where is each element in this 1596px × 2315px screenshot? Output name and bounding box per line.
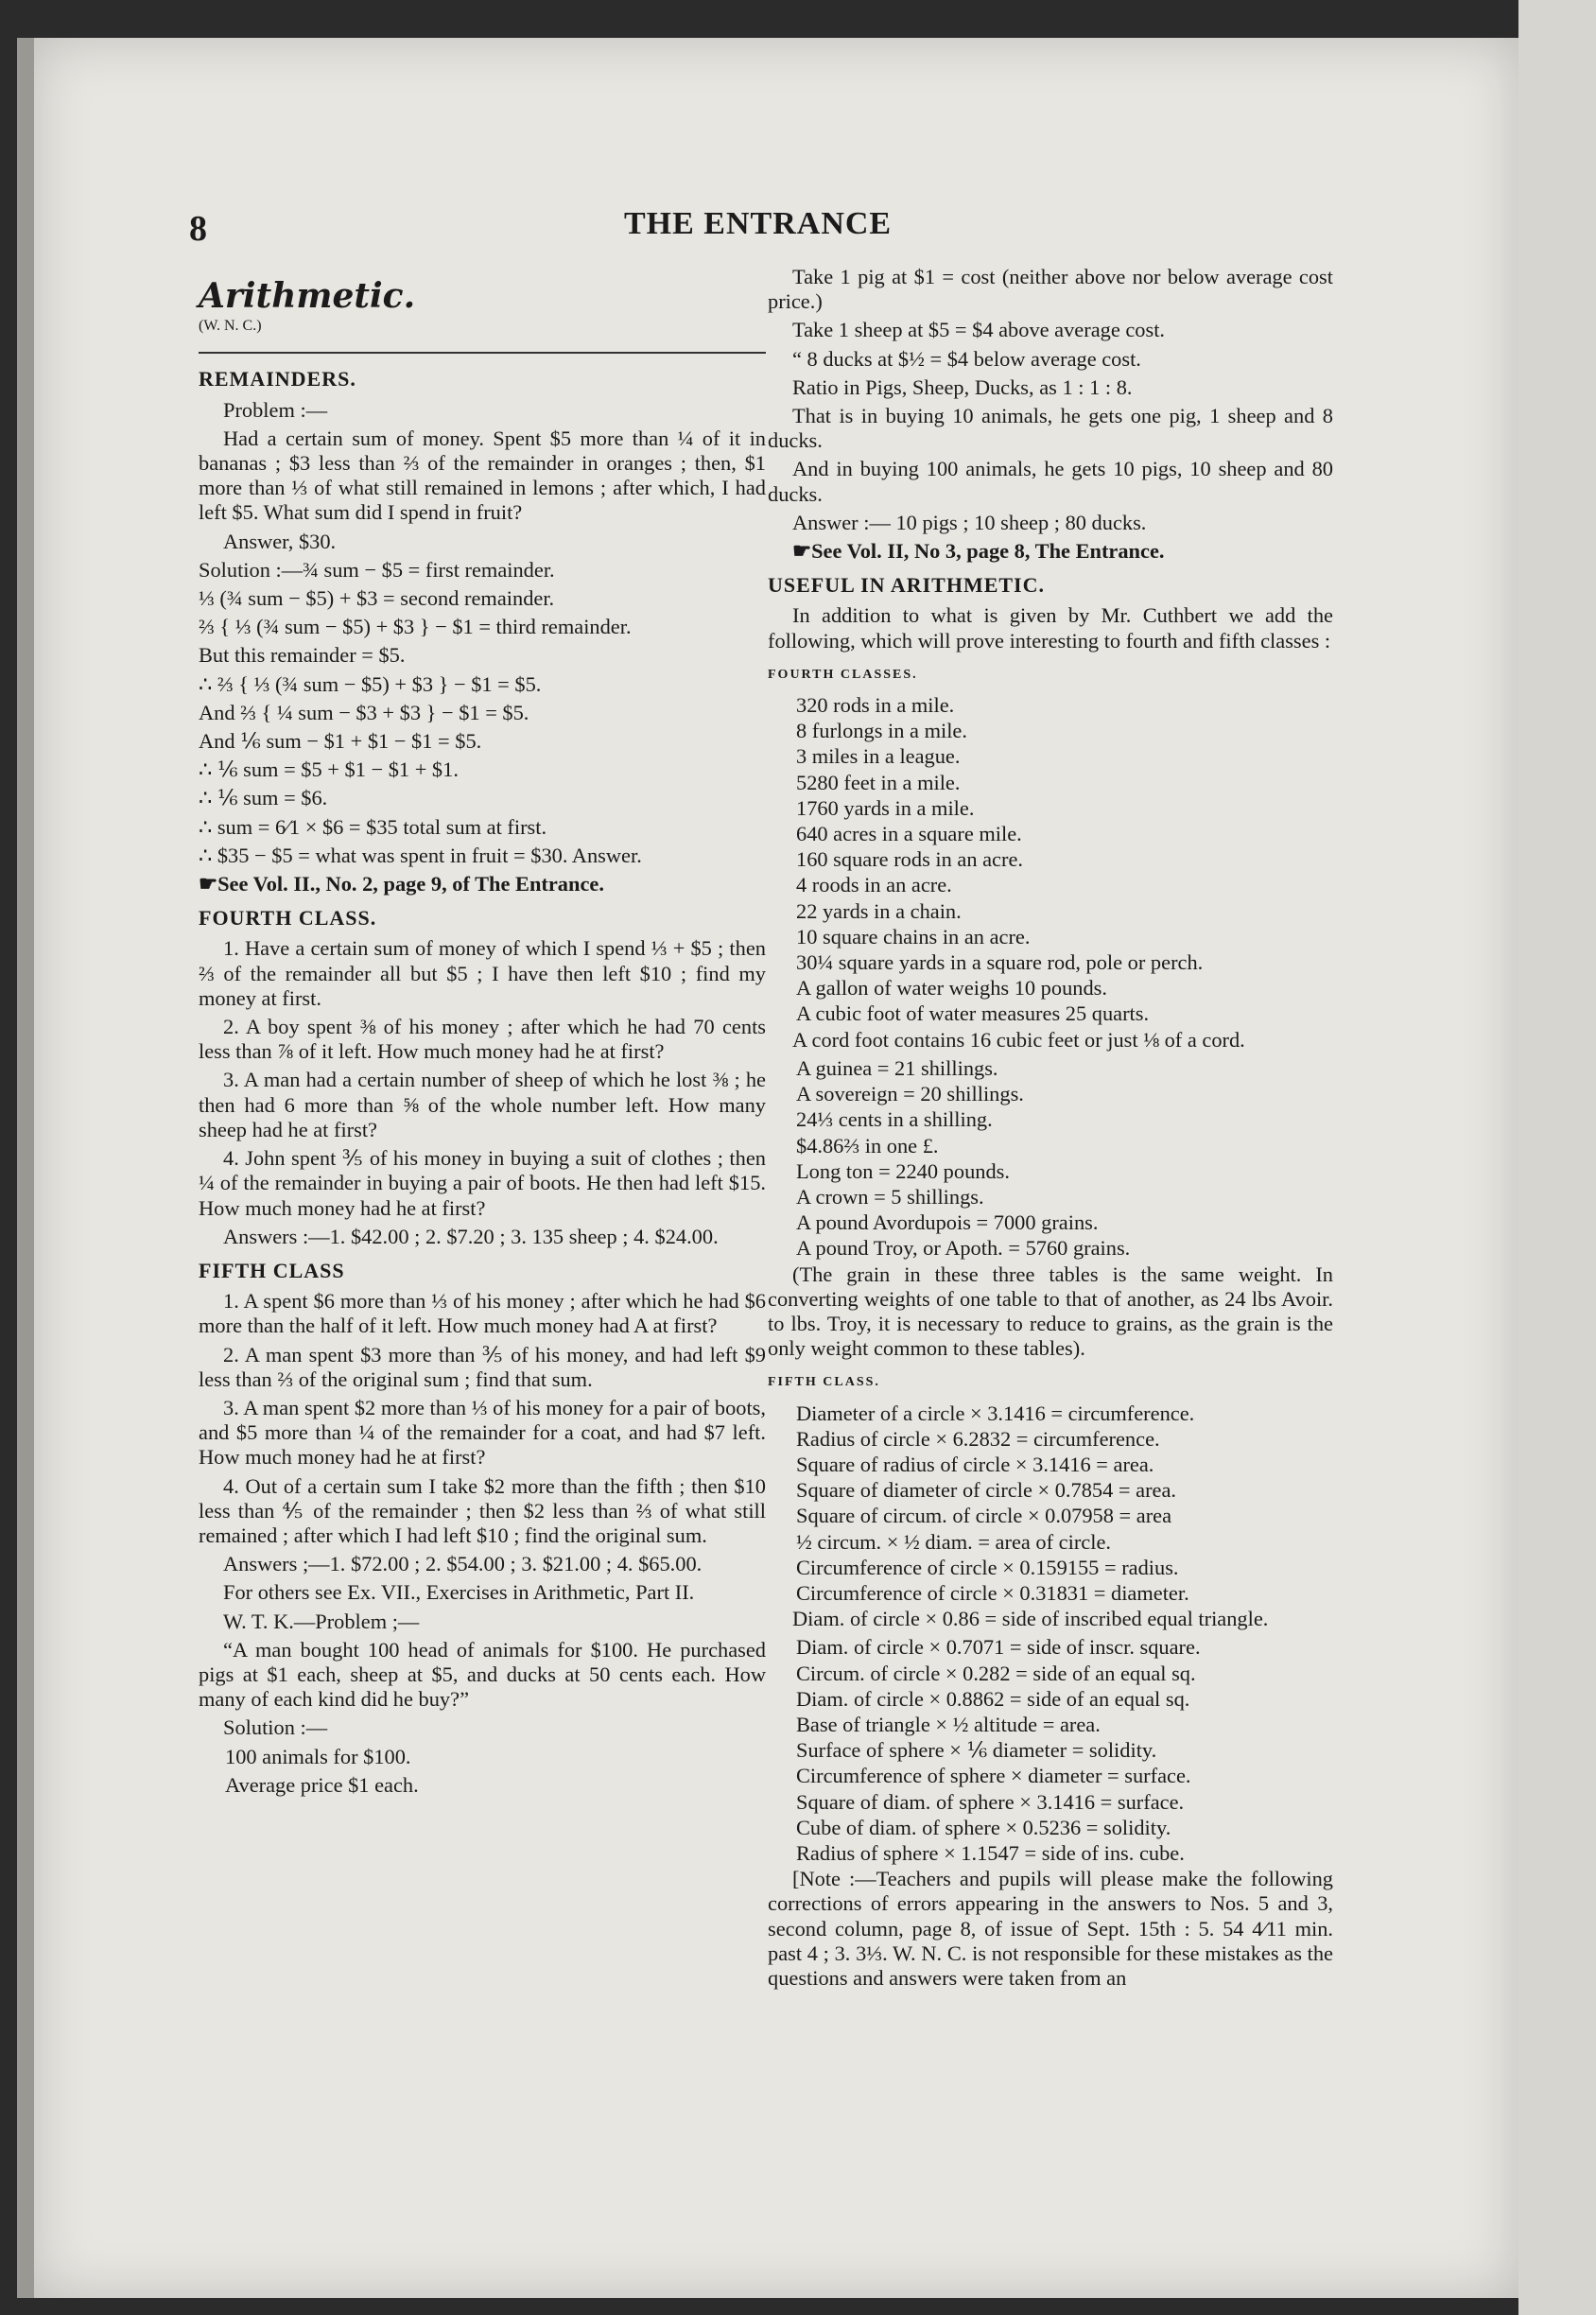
binding-spine	[17, 38, 34, 2298]
formula-item: ½ circum. × ½ diam. = area of circle.	[796, 1529, 1111, 1554]
answer: Answer, $30.	[223, 529, 337, 553]
formula-item: Surface of sphere × ⅙ diameter = solidity.	[796, 1738, 1157, 1763]
fourth-class-heading: FOURTH CLASS.	[199, 906, 377, 931]
corrections-note: [Note :—Teachers and pupils will please make the following corrections of errors appearing in the answers to Nos. 5 and 3, second column, page 8, of issue of Sept. 15th : 5. 54 4⁄11 min. past 4 ; 3. 3⅓. W. N. C. is not responsible for these mistakes as the questions and answers were taken from an	[768, 1867, 1333, 1990]
table-item: A cubic foot of water measures 25 quarts.	[796, 1001, 1150, 1026]
fifth-class-subhead: FIFTH CLASS.	[768, 1375, 880, 1390]
divider-rule	[199, 352, 766, 354]
right-column	[768, 265, 1333, 1994]
useful-intro: In addition to what is given by Mr. Cuthbert we add the following, which will prove interesting to fourth and fifth classes :	[768, 603, 1333, 653]
formula-item: Diam. of circle × 0.86 = side of inscribed equal triangle.	[792, 1607, 1269, 1631]
grain-note: (The grain in these three tables is the same weight. In converting weights of one table to that of another, as 24 lbs Avoir. to lbs. Troy, it is necessary to reduce to grains, as the grain is the only weight common to these tables).	[768, 1262, 1333, 1361]
table-item: 8 furlongs in a mile.	[796, 719, 967, 743]
formula-item: Square of diam. of sphere × 3.1416 = surface.	[796, 1789, 1185, 1814]
problem-label: Problem :—	[223, 397, 328, 422]
table-item: 5280 feet in a mile.	[796, 770, 961, 794]
continued-line: Take 1 sheep at $5 = $4 above average cost.	[792, 318, 1166, 342]
solution-line: And ⅔ { ¼ sum − $3 + $3 } − $1 = $5.	[199, 700, 529, 724]
see-note: ☛See Vol. II, No 3, page 8, The Entrance.	[792, 539, 1165, 564]
formula-item: Square of circum. of circle × 0.07958 = area	[796, 1504, 1172, 1528]
byline: (W. N. C.)	[199, 318, 262, 335]
others-note: For others see Ex. VII., Exercises in Arithmetic, Part II.	[223, 1580, 695, 1605]
wtk-problem: “A man bought 100 head of animals for $100. He purchased pigs at $1 each, sheep at $5, and ducks at 50 cents each. How many of each kind did he buy?”	[199, 1637, 766, 1712]
answers: Answers ;—1. $72.00 ; 2. $54.00 ; 3. $21.00 ; 4. $65.00.	[223, 1552, 703, 1576]
formula-item: Circumference of sphere × diameter = surface.	[796, 1764, 1191, 1788]
formula-item: Radius of circle × 6.2832 = circumference.	[796, 1426, 1160, 1451]
formula-item: Circum. of circle × 0.282 = side of an equal sq.	[796, 1661, 1196, 1685]
formula-item: Radius of sphere × 1.1547 = side of ins. cube.	[796, 1840, 1185, 1865]
problem-item: 1. A spent $6 more than ⅓ of his money ; after which he had $6 more than the half of it left. How much money had A at first?	[199, 1289, 766, 1338]
table-item: 3 miles in a league.	[796, 744, 961, 769]
solution-label: Solution :—	[223, 1715, 328, 1740]
formula-item: Diam. of circle × 0.7071 = side of inscr. square.	[796, 1635, 1201, 1660]
table-item: 320 rods in a mile.	[796, 693, 955, 718]
formula-item: Base of triangle × ½ altitude = area.	[796, 1712, 1101, 1736]
table-item: 24⅓ cents in a shilling.	[796, 1107, 993, 1132]
solution-block	[199, 558, 766, 868]
solution-line: ∴ ⅔ { ⅓ (¾ sum − $5) + $3 } − $1 = $5.	[199, 671, 542, 696]
formula-item: Cube of diam. of sphere × 0.5236 = solidity.	[796, 1815, 1171, 1839]
continued-line: “ 8 ducks at $½ = $4 below average cost.	[792, 346, 1141, 371]
solution-line: ⅓ (¾ sum − $5) + $3 = second remainder.	[199, 586, 555, 611]
table-item: 10 square chains in an acre.	[796, 924, 1031, 949]
answers: Answers :—1. $42.00 ; 2. $7.20 ; 3. 135 sheep ; 4. $24.00.	[223, 1224, 719, 1248]
problem-item: 2. A man spent $3 more than ⅗ of his money, and had left $9 less than ⅔ of the original sum ; find that sum.	[199, 1342, 766, 1391]
formula-item: Square of radius of circle × 3.1416 = area.	[796, 1452, 1154, 1476]
formula-item: Diameter of a circle × 3.1416 = circumference.	[796, 1401, 1195, 1425]
problem-item: 1. Have a certain sum of money of which I spend ⅓ + $5 ; then ⅔ of the remainder all but $5 ; I have then left $10 ; find my money at first.	[199, 936, 766, 1010]
wtk-label: W. T. K.—Problem ;—	[223, 1609, 420, 1633]
table-item: A cord foot contains 16 cubic feet or just ⅛ of a cord.	[792, 1027, 1245, 1052]
solution-line: ⅔ { ⅓ (¾ sum − $5) + $3 } − $1 = third remainder.	[199, 615, 632, 639]
table-item: 160 square rods in an acre.	[796, 847, 1023, 872]
solution-line: But this remainder = $5.	[199, 643, 406, 668]
fifth-class-heading: FIFTH CLASS	[199, 1258, 345, 1282]
solution-line: Solution :—¾ sum − $5 = first remainder.	[199, 557, 555, 582]
department-title: Arithmetic.	[199, 276, 416, 316]
solution-line: 100 animals for $100.	[225, 1744, 411, 1768]
table-item: A gallon of water weighs 10 pounds.	[796, 976, 1107, 1001]
problem-item: 3. A man spent $2 more than ⅓ of his money for a pair of boots, and $5 more than ¼ of the remainder for a coat, and had $7 left. How much money had he at first?	[199, 1395, 766, 1470]
problem-text: Had a certain sum of money. Spent $5 more than ¼ of it in bananas ; $3 less than ⅔ of the remainder in oranges ; then, $1 more than ⅓ of what still remained in lemons ; after which, I had left $5. What sum did I spend in fruit?	[199, 426, 766, 525]
continued-line: That is in buying 10 animals, he gets one pig, 1 sheep and 8 ducks.	[768, 404, 1333, 453]
table-item: 22 yards in a chain.	[796, 898, 962, 923]
continued-line: Answer :— 10 pigs ; 10 sheep ; 80 ducks.	[792, 510, 1147, 534]
formula-item: Diam. of circle × 0.8862 = side of an equal sq.	[796, 1686, 1190, 1711]
continued-line: Ratio in Pigs, Sheep, Ducks, as 1 : 1 : 8.	[792, 374, 1133, 399]
continued-line: Take 1 pig at $1 = cost (neither above nor below average cost price.)	[768, 265, 1333, 314]
useful-heading: USEFUL IN ARITHMETIC.	[768, 573, 1046, 598]
formula-item: Square of diameter of circle × 0.7854 = area.	[796, 1478, 1176, 1503]
solution-line: Average price $1 each.	[225, 1772, 419, 1797]
solution-line: ∴ ⅙ sum = $5 + $1 − $1 + $1.	[199, 757, 459, 782]
page-number: 8	[189, 209, 207, 249]
remainders-heading: REMAINDERS.	[199, 367, 356, 392]
solution-line: And ⅙ sum − $1 + $1 − $1 = $5.	[199, 729, 482, 754]
solution-line: ∴ ⅙ sum = $6.	[199, 786, 328, 810]
solution-line: ∴ sum = 6⁄1 × $6 = $35 total sum at first.	[199, 814, 547, 839]
problem-item: 4. John spent ⅗ of his money in buying a suit of clothes ; then ¼ of the remainder in buying a pair of boots. He then had left $15. How much money had he at first?	[199, 1146, 766, 1220]
table-item: A guinea = 21 shillings.	[796, 1055, 998, 1080]
table-item: A pound Troy, or Apoth. = 5760 grains.	[796, 1236, 1131, 1261]
next-page-edge	[1518, 0, 1596, 2315]
problem-item: 2. A boy spent ⅜ of his money ; after which he had 70 cents less than ⅞ of it left. How much money had he at first?	[199, 1015, 766, 1064]
table-item: 4 roods in an acre.	[796, 873, 952, 897]
table-item: A sovereign = 20 shillings.	[796, 1082, 1024, 1106]
continued-line: And in buying 100 animals, he gets 10 pigs, 10 sheep and 80 ducks.	[768, 457, 1333, 506]
table-item: 640 acres in a square mile.	[796, 822, 1022, 846]
problem-item: 3. A man had a certain number of sheep of which he lost ⅜ ; he then had 6 more than ⅝ of the whole number left. How many sheep had he at first?	[199, 1068, 766, 1141]
problem-item: 4. Out of a certain sum I take $2 more than the fifth ; then $10 less than ⅘ of the remainder ; then $2 less than ⅔ of what still remained ; after which I had left $10 ; find the original sum.	[199, 1473, 766, 1547]
see-note: ☛See Vol. II., No. 2, page 9, of The Entrance.	[199, 872, 604, 896]
formula-item: Circumference of circle × 0.159155 = radius.	[796, 1555, 1179, 1579]
running-head: THE ENTRANCE	[624, 206, 893, 241]
table-item: Long ton = 2240 pounds.	[796, 1158, 1010, 1183]
table-item: A pound Avordupois = 7000 grains.	[796, 1210, 1099, 1235]
left-column	[199, 276, 766, 1802]
table-item: 1760 yards in a mile.	[796, 795, 975, 820]
table-item: $4.86⅔ in one £.	[796, 1133, 939, 1158]
formula-item: Circumference of circle × 0.31831 = diameter.	[796, 1580, 1189, 1605]
fourth-classes-subhead: FOURTH CLASSES.	[768, 667, 918, 682]
solution-line: ∴ $35 − $5 = what was spent in fruit = $30. Answer.	[199, 843, 642, 867]
table-item: 30¼ square yards in a square rod, pole or perch.	[796, 950, 1204, 975]
table-item: A crown = 5 shillings.	[796, 1184, 984, 1209]
